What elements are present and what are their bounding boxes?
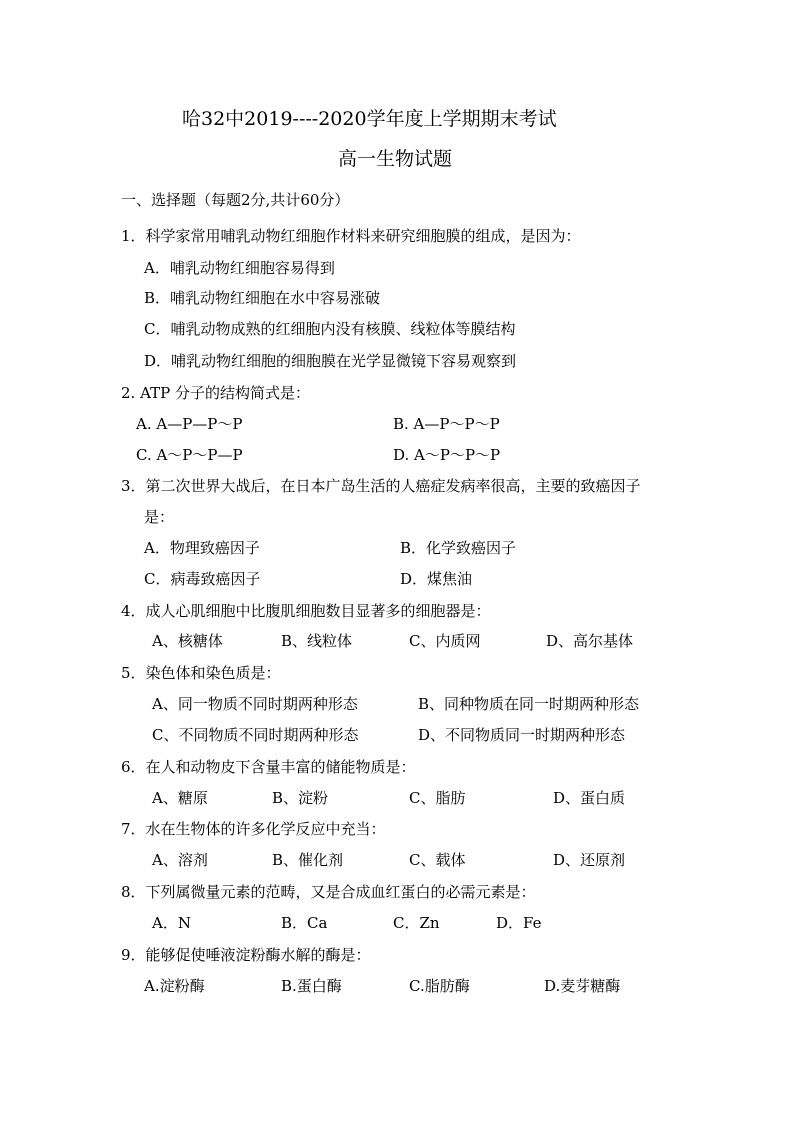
question-8-option-c: C．Zn (393, 914, 440, 932)
question-9-option-a: A.淀粉酶 (144, 977, 205, 995)
question-1-option-a: A．哺乳动物红细胞容易得到 (144, 259, 335, 277)
question-6-option-b: B、淀粉 (272, 789, 329, 807)
question-9-option-c: C.脂肪酶 (409, 977, 470, 995)
question-7-option-d: D、还原剂 (553, 851, 626, 869)
question-5-option-a: A、同一物质不同时期两种形态 (152, 695, 358, 713)
question-1-option-c: C．哺乳动物成熟的红细胞内没有核膜、线粒体等膜结构 (144, 320, 516, 338)
question-8-option-d: D．Fe (496, 914, 542, 932)
question-3-stem-continued: 是： (144, 508, 175, 526)
question-9-stem: 9．能够促使唾液淀粉酶水解的酶是： (121, 946, 371, 964)
question-2-option-b: B. A—P～P～P (393, 415, 500, 433)
question-7-option-c: C、载体 (409, 851, 466, 869)
question-4-option-c: C、内质网 (409, 632, 481, 650)
question-3-option-b: B．化学致癌因子 (400, 539, 517, 557)
question-5-stem: 5．染色体和染色质是： (121, 664, 281, 682)
question-5-option-d: D、不同物质同一时期两种形态 (418, 726, 626, 744)
question-7-option-a: A、溶剂 (152, 851, 208, 869)
question-2-option-d: D. A～P～P～P (393, 446, 501, 464)
question-6-option-a: A、糖原 (152, 789, 208, 807)
question-8-stem: 8．下列属微量元素的范畴，又是合成血红蛋白的必需元素是： (121, 883, 536, 901)
question-1-stem: 1．科学家常用哺乳动物红细胞作材料来研究细胞膜的组成，是因为： (121, 227, 581, 245)
question-3-stem: 3．第二次世界大战后，在日本广岛生活的人癌症发病率很高，主要的致癌因子 (121, 477, 641, 495)
exam-subtitle: 高一生物试题 (338, 148, 453, 170)
exam-title: 哈32中2019----2020学年度上学期期末考试 (182, 108, 557, 130)
section-heading: 一、选择题（每题2分,共计60分） (121, 191, 350, 209)
question-4-stem: 4．成人心肌细胞中比腹肌细胞数目显著多的细胞器是： (121, 602, 491, 620)
question-6-option-d: D、蛋白质 (553, 789, 626, 807)
question-2-option-a: A. A—P—P～P (136, 415, 243, 433)
question-9-option-d: D.麦芽糖酶 (544, 977, 621, 995)
question-7-option-b: B、催化剂 (272, 851, 344, 869)
question-9-option-b: B.蛋白酶 (281, 977, 342, 995)
question-2-stem: 2. ATP 分子的结构简式是： (121, 384, 310, 402)
question-1-option-b: B．哺乳动物红细胞在水中容易涨破 (144, 289, 381, 307)
question-8-option-a: A．N (152, 914, 191, 932)
question-5-option-b: B、同种物质在同一时期两种形态 (418, 695, 640, 713)
question-3-option-d: D．煤焦油 (400, 570, 473, 588)
question-5-option-c: C、不同物质不同时期两种形态 (152, 726, 359, 744)
question-6-stem: 6．在人和动物皮下含量丰富的储能物质是： (121, 758, 416, 776)
question-4-option-a: A、核糖体 (152, 632, 223, 650)
question-8-option-b: B．Ca (281, 914, 328, 932)
question-4-option-d: D、高尔基体 (546, 632, 634, 650)
question-1-option-d: D．哺乳动物红细胞的细胞膜在光学显微镜下容易观察到 (144, 352, 517, 370)
question-4-option-b: B、线粒体 (281, 632, 353, 650)
question-7-stem: 7．水在生物体的许多化学反应中充当： (121, 820, 386, 838)
question-3-option-a: A．物理致癌因子 (144, 539, 260, 557)
question-2-option-c: C. A～P～P—P (136, 446, 243, 464)
question-6-option-c: C、脂肪 (409, 789, 466, 807)
question-3-option-c: C．病毒致癌因子 (144, 570, 261, 588)
